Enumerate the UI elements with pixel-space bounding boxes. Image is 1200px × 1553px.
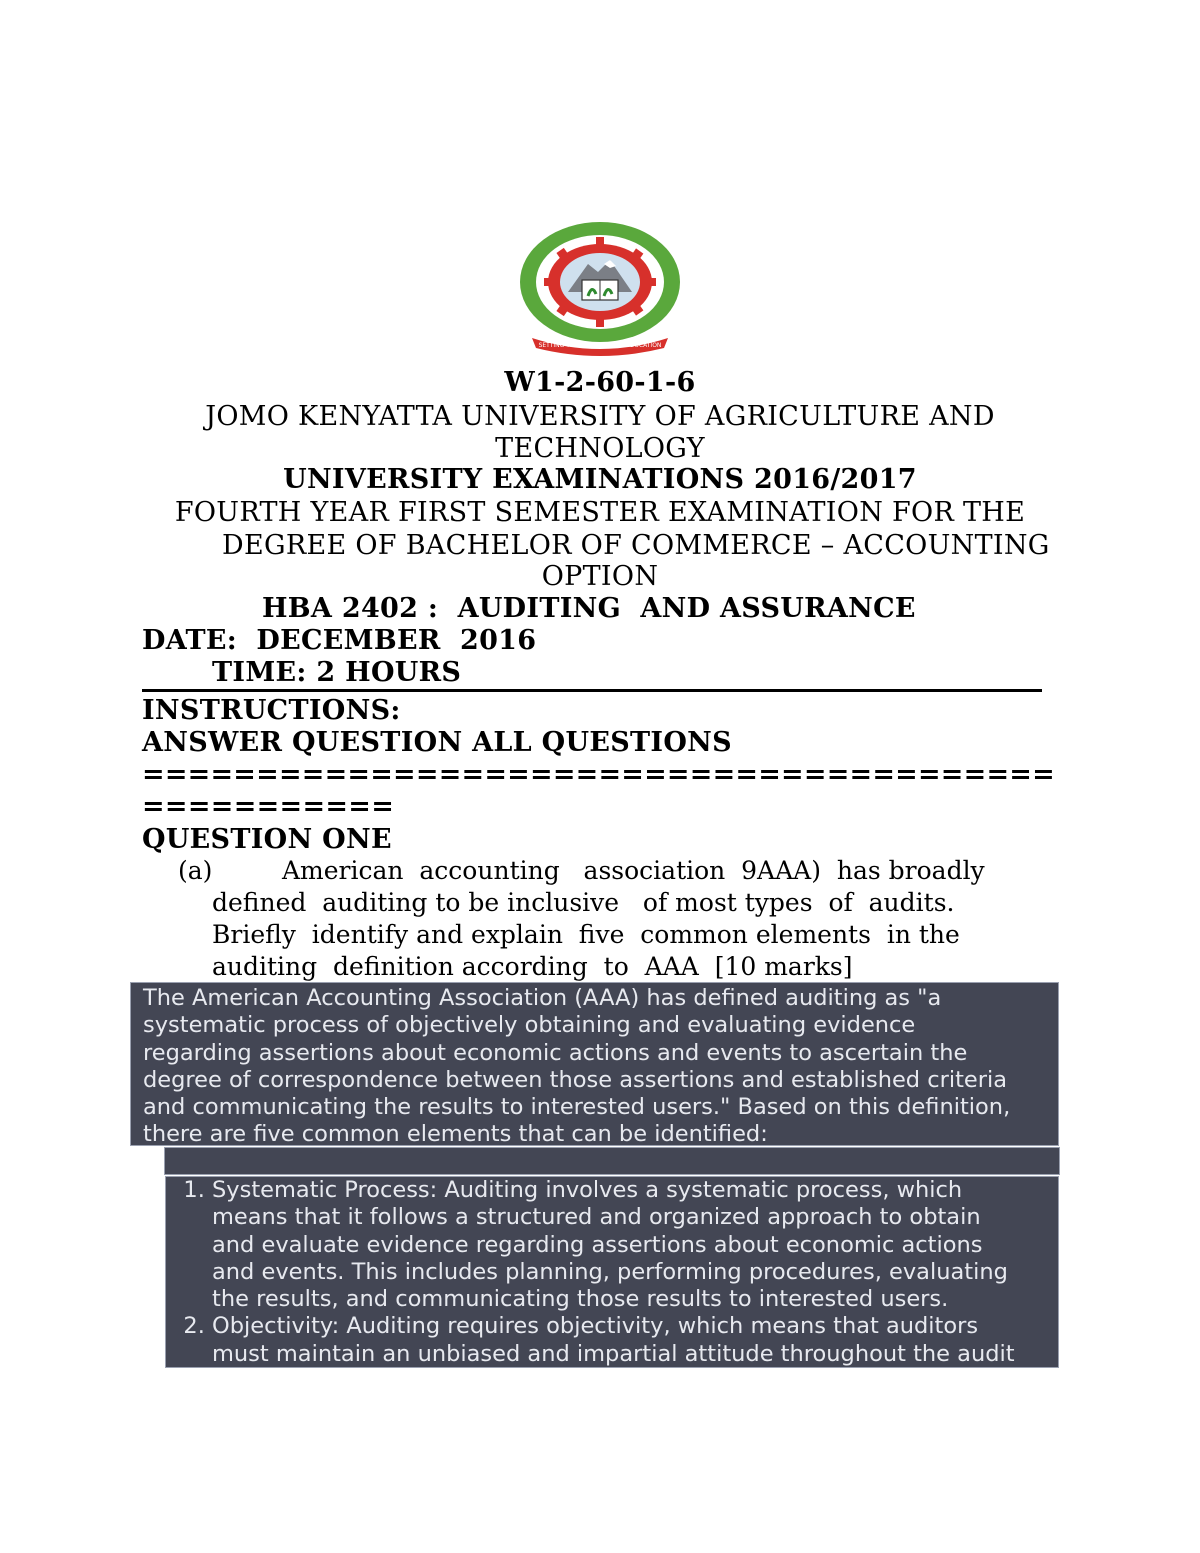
instructions-title: INSTRUCTIONS:: [142, 695, 401, 726]
separator-line: ========================================: [142, 759, 1055, 790]
university-logo: [518, 220, 682, 360]
answer-list-box: [166, 1177, 1058, 1367]
list-item: [212, 1177, 1058, 1313]
question-label: (a): [178, 856, 213, 885]
list-item-line: and evaluate evidence regarding assertions about economic actions: [212, 1231, 983, 1258]
list-item-line: the results, and communicating those results to interested users.: [212, 1286, 949, 1313]
answer-intro-line: there are five common elements that can be identified:: [143, 1121, 768, 1148]
exam-date: DATE: DECEMBER 2016: [142, 625, 537, 656]
answer-intro-line: regarding assertions about economic actions and events to ascertain the: [143, 1039, 968, 1066]
answer-intro-box: [131, 983, 1058, 1148]
separator-line-end: ===========: [142, 791, 395, 822]
answer-intro-line: degree of correspondence between those assertions and established criteria: [143, 1066, 1008, 1093]
svg-text:SETTING TRENDS IN HIGHER EDUCA: SETTING TRENDS IN HIGHER EDUCATION: [538, 342, 662, 349]
exam-title: UNIVERSITY EXAMINATIONS 2016/2017: [283, 464, 917, 495]
university-name-line1: JOMO KENYATTA UNIVERSITY OF AGRICULTURE AND: [205, 401, 995, 432]
list-item-line: 1. Systematic Process: Auditing involves a systematic process, which: [212, 1177, 963, 1203]
question-title: QUESTION ONE: [142, 824, 392, 855]
answer-intro-line: The American Accounting Association (AAA) has defined auditing as "a: [143, 985, 942, 1011]
list-item: [212, 1313, 1058, 1367]
exam-code: W1-2-60-1-6: [504, 367, 696, 398]
exam-description-line2: DEGREE OF BACHELOR OF COMMERCE – ACCOUNTING: [222, 530, 1050, 561]
exam-time: TIME: 2 HOURS: [212, 657, 462, 688]
list-item-line: 2. Objectivity: Auditing requires objectivity, which means that auditors: [212, 1313, 979, 1340]
instructions-text: ANSWER QUESTION ALL QUESTIONS: [142, 727, 732, 758]
course-title: HBA 2402 : AUDITING AND ASSURANCE: [262, 593, 916, 624]
exam-description-line3: OPTION: [541, 561, 659, 592]
header-divider: [142, 689, 1042, 692]
answer-intro-line: systematic process of objectively obtaining and evaluating evidence: [143, 1012, 916, 1039]
answer-intro-line: and communicating the results to interested users." Based on this definition,: [143, 1094, 1011, 1121]
list-item-line: and events. This includes planning, performing procedures, evaluating: [212, 1258, 1008, 1285]
question-text-line3: Briefly identify and explain five common elements in the: [212, 920, 960, 949]
answer-spacer-box: [165, 1148, 1059, 1174]
question-text-line2: defined auditing to be inclusive of most types of audits.: [212, 888, 955, 917]
list-item-line: means that it follows a structured and organized approach to obtain: [212, 1204, 981, 1231]
exam-description-line1: FOURTH YEAR FIRST SEMESTER EXAMINATION FOR THE: [174, 497, 1026, 528]
list-item-line: must maintain an unbiased and impartial attitude throughout the audit: [212, 1340, 1015, 1367]
question-text-line1: American accounting association 9AAA) has broadly: [282, 856, 985, 885]
university-name-line2: TECHNOLOGY: [495, 433, 705, 464]
question-text-line4: auditing definition according to AAA [10 marks]: [212, 952, 853, 981]
answer-list: [166, 1177, 1058, 1367]
